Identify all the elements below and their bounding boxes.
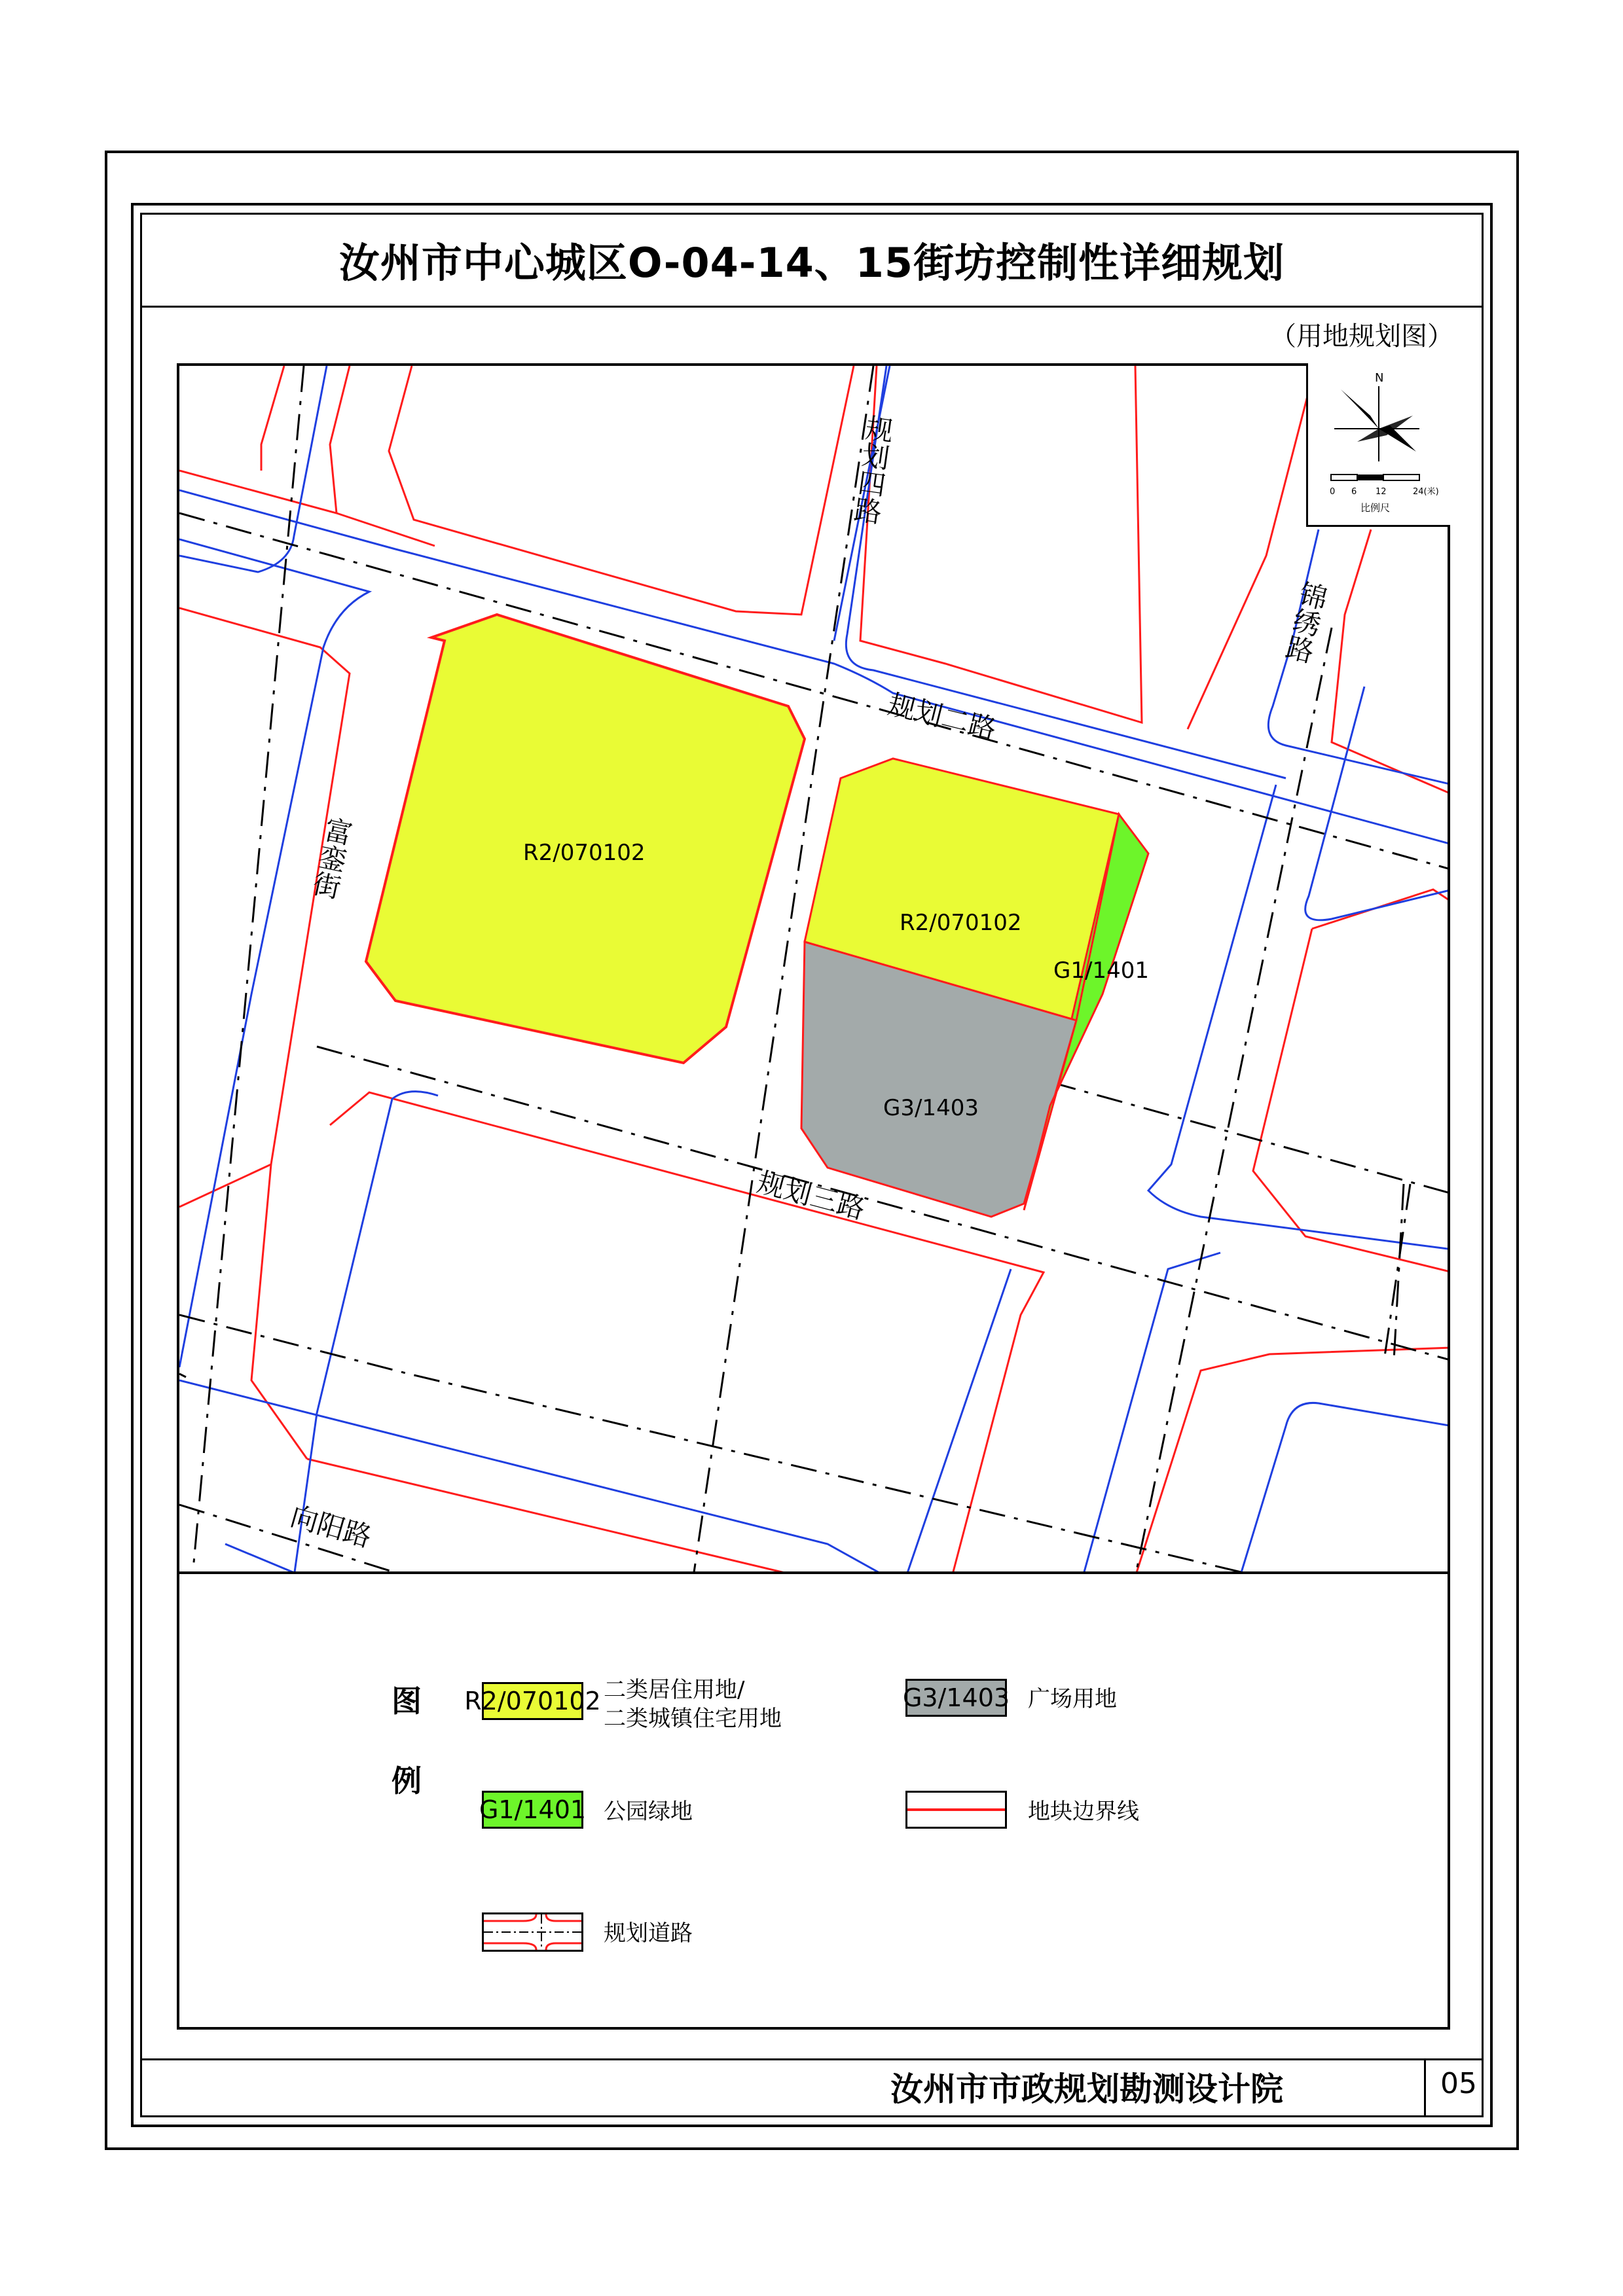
parcel-label-right: R2/070102 [900, 910, 1022, 936]
legend-swatch-green: G1/1401 [482, 1791, 583, 1829]
legend-label-residential-1: 二类居住用地/ [604, 1677, 745, 1703]
scale-tick-0: 0 [1330, 487, 1336, 497]
map-subtitle: （用地规划图） [1270, 321, 1453, 351]
road-label-planning-4: 规划四路 [848, 412, 896, 526]
map-area [177, 363, 1450, 1574]
parcel-label-plaza: G3/1403 [883, 1095, 979, 1121]
road-label-planning-3: 规划三路 [754, 1166, 869, 1226]
legend-label-green: 公园绿地 [604, 1799, 693, 1825]
road-label-planning-2: 规划二路 [884, 688, 1000, 746]
scale-tick-24: 24(米) [1413, 487, 1439, 497]
parcel-residential-left[interactable] [366, 615, 805, 1063]
north-label: N [1375, 371, 1384, 385]
title-bar [140, 213, 1484, 308]
legend-swatch-road [482, 1912, 583, 1952]
page-title: 汝州市中心城区O-04-14、15街坊控制性详细规划 [338, 238, 1285, 287]
scale-tick-6: 6 [1351, 487, 1357, 497]
scale-label: 比例尺 [1360, 502, 1391, 514]
legend-label-boundary: 地块边界线 [1028, 1799, 1139, 1825]
land-use-map [179, 366, 1450, 1574]
parcel-label-left: R2/070102 [523, 840, 646, 866]
compass-panel [1306, 363, 1450, 527]
road-label-jinxiu: 锦绣路 [1279, 578, 1331, 666]
legend-swatch-boundary [905, 1791, 1007, 1829]
page-number: 05 [1440, 2067, 1477, 2100]
north-arrow-icon [1308, 363, 1450, 525]
legend-label-road: 规划道路 [604, 1920, 693, 1946]
road-label-xiangyang: 向阳路 [287, 1499, 375, 1554]
legend-panel [177, 1571, 1450, 2030]
legend-label-residential-2: 二类城镇住宅用地 [604, 1706, 782, 1732]
legend-label-plaza: 广场用地 [1028, 1686, 1117, 1712]
legend-swatch-plaza: G3/1403 [905, 1679, 1007, 1717]
legend-title-1: 图 [392, 1683, 422, 1719]
road-label-fuluan: 富銮街 [306, 814, 356, 902]
footer-organization: 汝州市市政规划勘测设计院 [890, 2070, 1283, 2108]
parcel-label-green: G1/1401 [1053, 958, 1149, 984]
scale-tick-12: 12 [1376, 487, 1387, 497]
footer-separator [1424, 2058, 1426, 2117]
legend-swatch-residential: R2/070102 [482, 1682, 583, 1720]
legend-title-2: 例 [392, 1763, 422, 1799]
